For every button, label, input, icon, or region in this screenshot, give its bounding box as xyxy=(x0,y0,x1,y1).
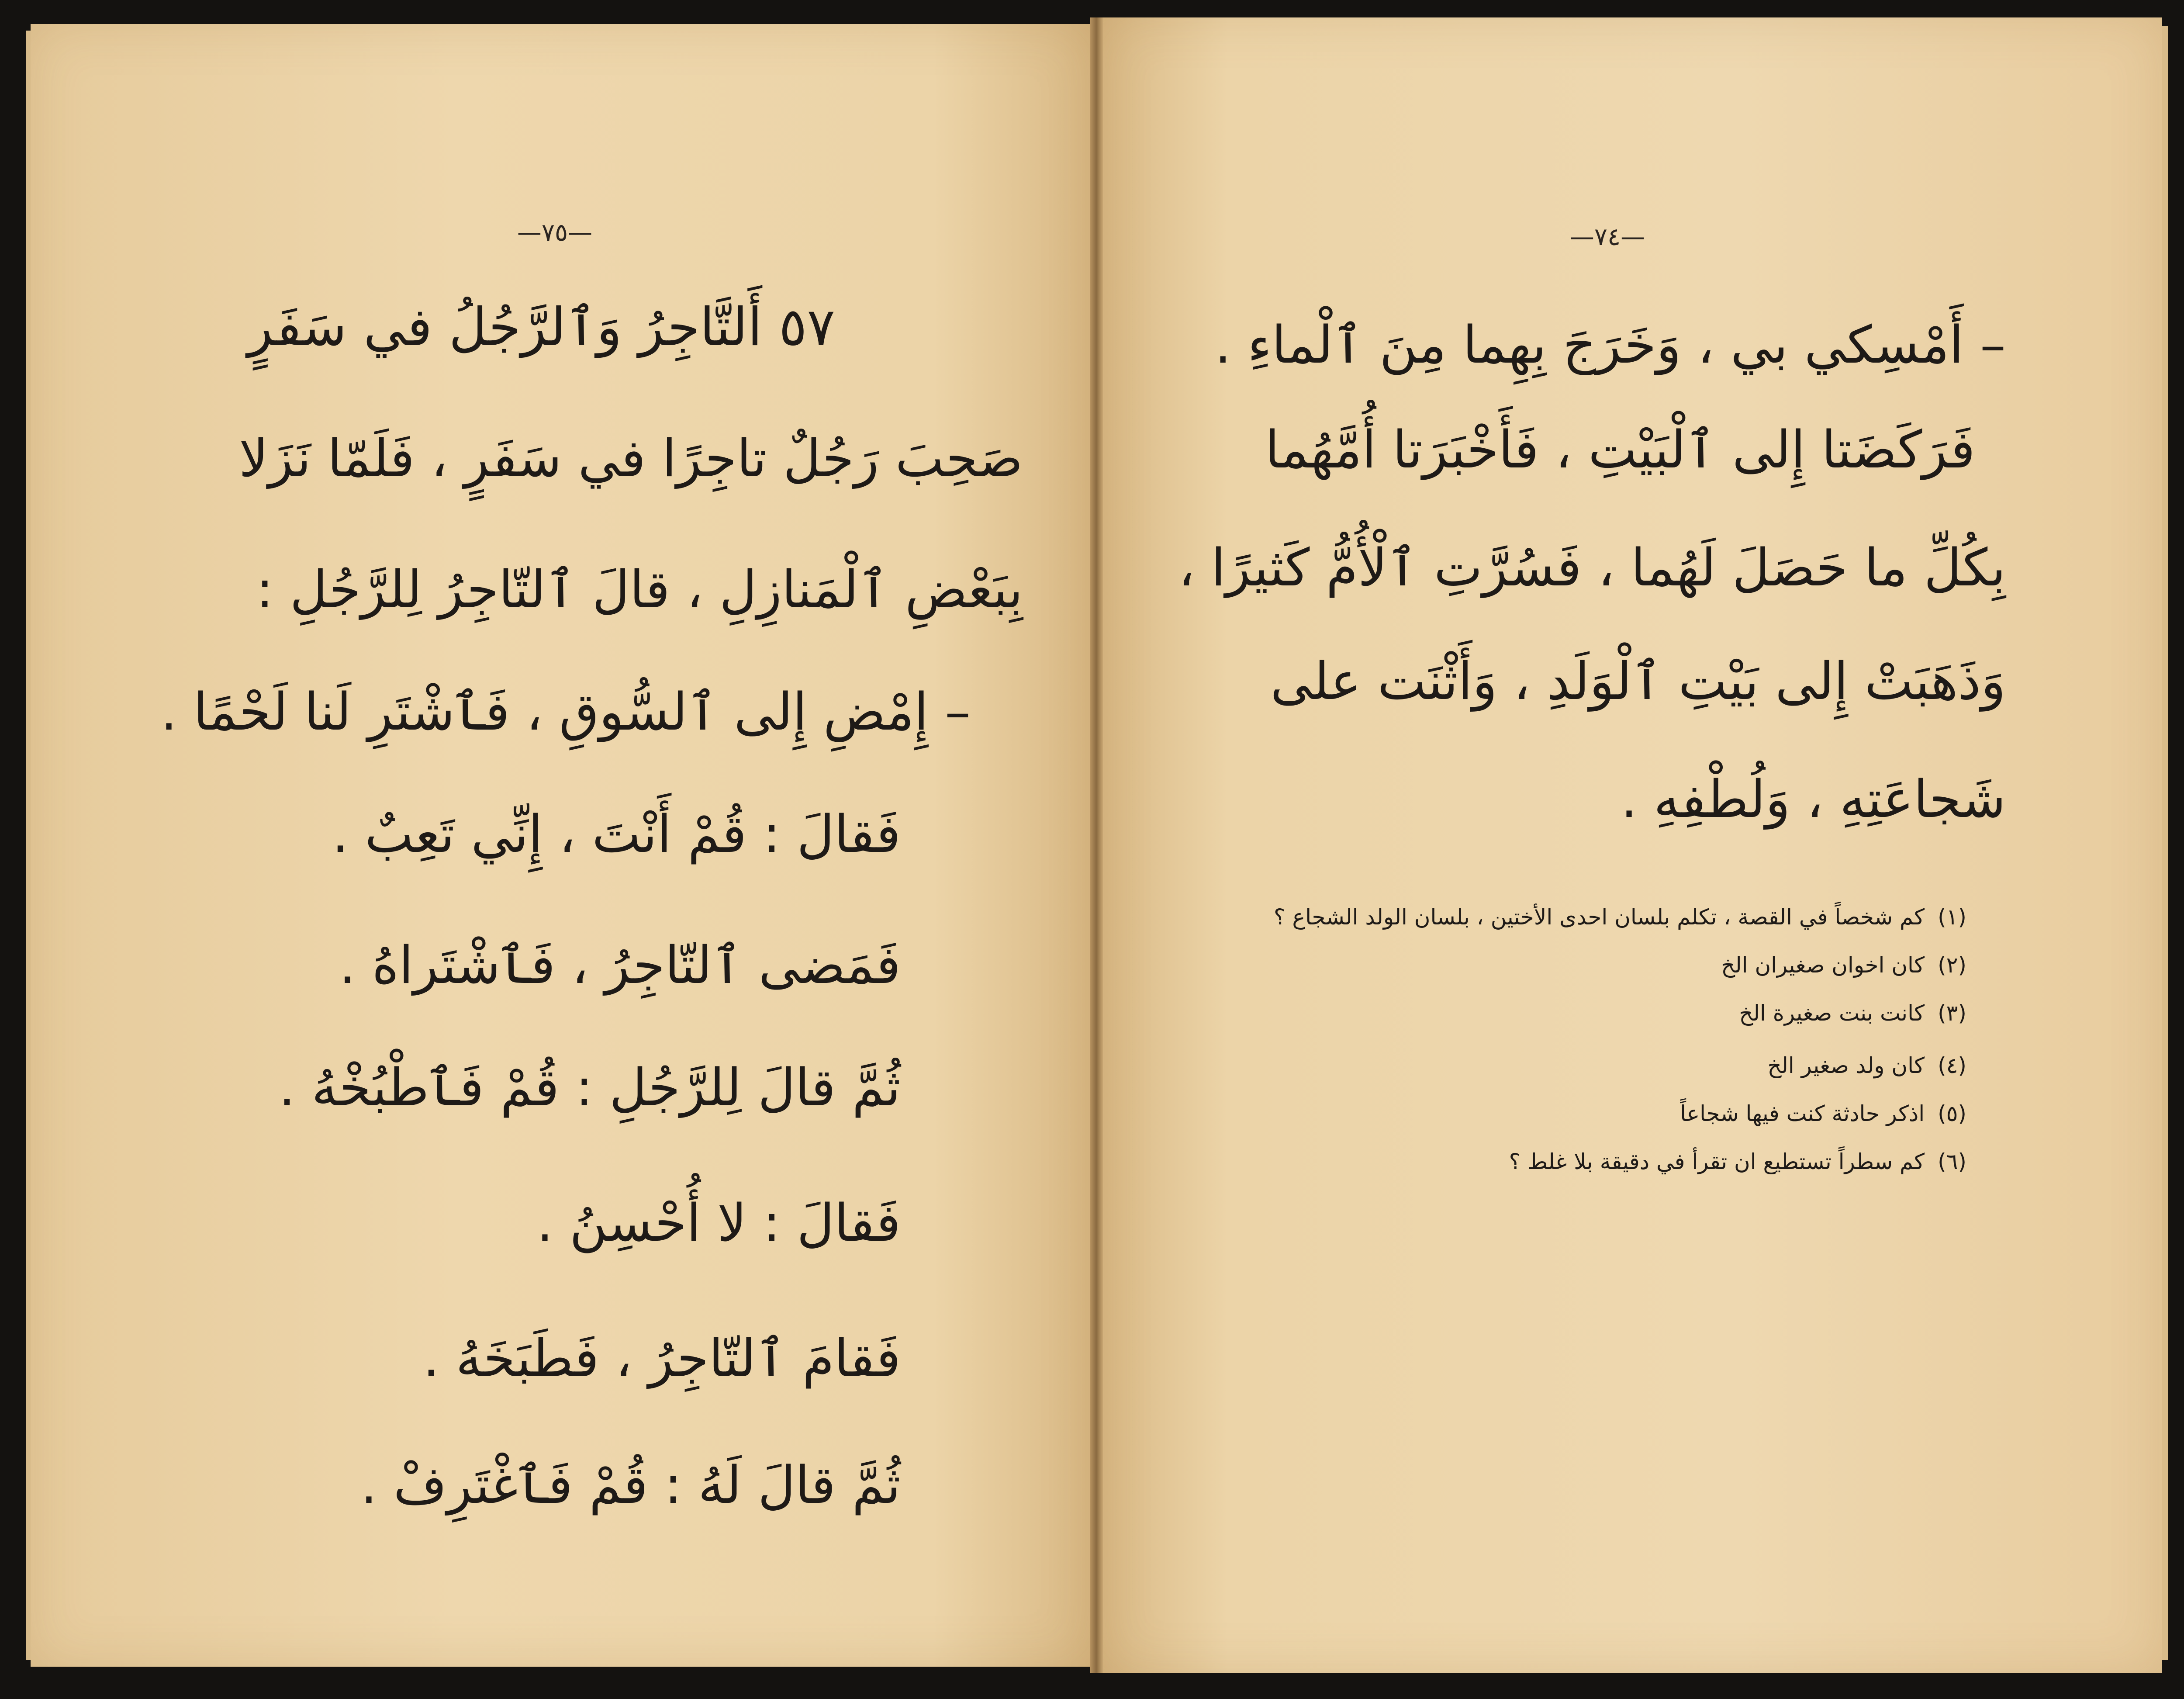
right-line-1: – أَمْسِكي بي ، وَخَرَجَ بِهِما مِنَ ٱلْماءِ . xyxy=(1214,315,2006,375)
question-item xyxy=(1509,1149,1966,1174)
right-page-number: —٧٤— xyxy=(1569,223,1645,251)
left-line-3: – إِمْضِ إِلى ٱلسُّوقِ ، فَٱشْتَرِ لَنا لَحْمًا . xyxy=(160,682,971,742)
question-number: (٤) xyxy=(1938,1053,1966,1078)
story-title: ٥٧ أَلتَّاجِرُ وَٱلرَّجُلُ في سَفَرٍ xyxy=(247,297,835,358)
book-gutter xyxy=(1090,17,1103,1673)
question-item xyxy=(1680,1101,1966,1126)
left-line-8: فَقامَ ٱلتّاجِرُ ، فَطَبَخَهُ . xyxy=(423,1328,901,1388)
left-line-6: ثُمَّ قالَ لِلرَّجُلِ : قُمْ فَٱطْبُخْهُ . xyxy=(279,1057,901,1118)
question-text: كم سطراً تستطيع ان تقرأ في دقيقة بلا غلط ؟ xyxy=(1509,1149,1925,1174)
left-line-7: فَقالَ : لا أُحْسِنُ . xyxy=(536,1193,901,1253)
question-item xyxy=(1767,1053,1966,1078)
question-item xyxy=(1739,1000,1966,1026)
left-line-4: فَقالَ : قُمْ أَنْتَ ، إِنِّي تَعِبٌ . xyxy=(332,804,901,864)
left-line-2: بِبَعْضِ ٱلْمَنازِلِ ، قالَ ٱلتّاجِرُ لِلرَّجُلِ : xyxy=(256,559,1023,619)
question-text: كانت بنت صغيرة الخ xyxy=(1739,1000,1925,1026)
question-text: كان اخوان صغيران الخ xyxy=(1721,952,1925,978)
question-number: (٥) xyxy=(1938,1101,1966,1126)
right-line-5: شَجاعَتِهِ ، وَلُطْفِهِ . xyxy=(1621,769,2006,829)
question-number: (٣) xyxy=(1938,1000,1966,1026)
left-line-1: صَحِبَ رَجُلٌ تاجِرًا في سَفَرٍ ، فَلَمّا نَزَلا xyxy=(238,428,1023,488)
left-line-9: ثُمَّ قالَ لَهُ : قُمْ فَٱغْتَرِفْ . xyxy=(360,1455,901,1515)
question-text: كان ولد صغير الخ xyxy=(1767,1053,1925,1078)
question-number: (١) xyxy=(1938,904,1966,930)
question-number: (٦) xyxy=(1938,1149,1966,1174)
right-line-3: بِكُلِّ ما حَصَلَ لَهُما ، فَسُرَّتِ ٱلْأُمُّ كَثيرًا ، xyxy=(1178,537,2006,598)
left-line-5: فَمَضى ٱلتّاجِرُ ، فَٱشْتَراهُ . xyxy=(339,935,901,995)
right-line-4: وَذَهَبَتْ إِلى بَيْتِ ٱلْوَلَدِ ، وَأَثْنَت على xyxy=(1270,651,2006,711)
question-item xyxy=(1274,904,1966,930)
question-text: كم شخصاً في القصة ، تكلم بلسان احدى الأختين ، بلسان الولد الشجاع ؟ xyxy=(1274,904,1925,930)
question-item xyxy=(1721,952,1966,978)
right-line-2: فَرَكَضَتا إِلى ٱلْبَيْتِ ، فَأَخْبَرَتا أُمَّهُما xyxy=(1265,419,1975,480)
question-number: (٢) xyxy=(1938,952,1966,978)
left-page-number: —٧٥— xyxy=(517,218,593,247)
question-text: اذكر حادثة كنت فيها شجاعاً xyxy=(1680,1101,1925,1126)
right-page xyxy=(1101,17,2162,1673)
